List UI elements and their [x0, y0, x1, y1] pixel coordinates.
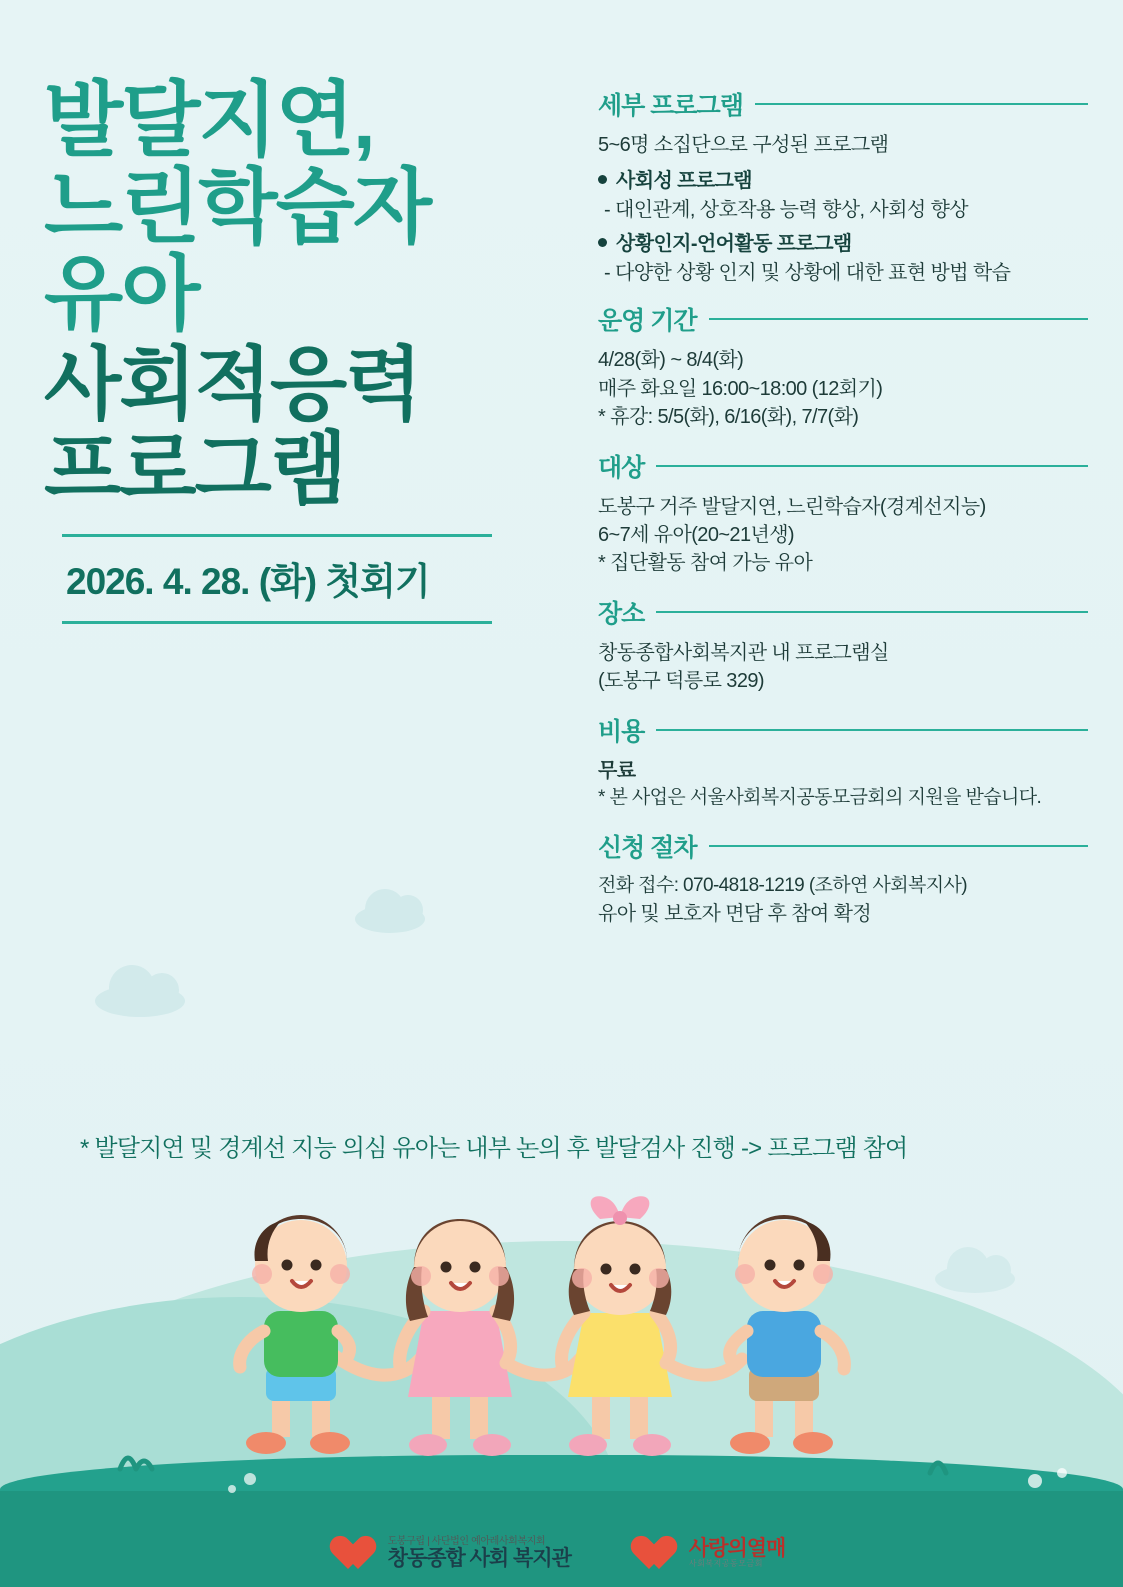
- section-header: [598, 712, 1088, 748]
- section-header: [598, 828, 1088, 864]
- title-line-5: 프로그램: [44, 424, 346, 514]
- title-line-3: 유아: [44, 248, 199, 340]
- child-3: [562, 1196, 672, 1456]
- logo-sub-line: 사회복지공동모금회: [688, 1559, 763, 1569]
- section-line: 도봉구 거주 발달지연, 느린학습자(경계선지능): [598, 495, 986, 518]
- start-date-text: 2026. 4. 28. (화) 첫회기: [66, 561, 430, 603]
- section-line: 창동종합사회복지관 내 프로그램실: [598, 641, 889, 664]
- title-line-1: 발달지연,: [44, 75, 374, 166]
- section-line: * 휴강: 5/5(화), 6/16(화), 7/7(화): [598, 406, 859, 429]
- section-line: 유아 및 보호자 면담 후 참여 확정: [598, 902, 872, 925]
- section-title: 세부 프로그램: [598, 92, 743, 120]
- section-header: [598, 448, 1088, 484]
- bullet-item: [598, 164, 1088, 193]
- bullet-item: [598, 227, 1088, 256]
- section-rule: [709, 845, 1088, 847]
- section-line: 전화 접수: 070-4818-1219 (조하연 사회복지사): [598, 874, 967, 896]
- section-cost: [598, 712, 1088, 812]
- section-title: 운영 기간: [598, 307, 697, 336]
- bullet-dot-icon: [598, 175, 607, 184]
- logo-main-line: 사랑의열매: [688, 1537, 786, 1561]
- section-line: 매주 화요일 16:00~18:00 (12회기): [598, 377, 883, 400]
- title-divider-top: [62, 534, 492, 537]
- section-line: * 본 사업은 서울사회복지공동모금회의 지원을 받습니다.: [598, 786, 1042, 808]
- section-title: 대상: [598, 453, 645, 482]
- logo-main-line: 창동종합 사회 복지관: [387, 1546, 571, 1570]
- section-title: 비용: [598, 717, 645, 746]
- section-rule: [656, 611, 1088, 613]
- section-rule: [755, 103, 1088, 105]
- footnote-text: * 발달지연 및 경계선 지능 의심 유아는 내부 논의 후 발달검사 진행 -> 프로그램 참여: [80, 1135, 908, 1162]
- logo-row: [0, 1533, 1123, 1573]
- bullet-label: 상황인지-언어활동 프로그램: [616, 233, 852, 256]
- bullet-label: 사회성 프로그램: [616, 170, 752, 193]
- child-2: [400, 1219, 514, 1456]
- bullet-sub: - 다양한 상황 인지 및 상황에 대한 표현 방법 학습: [604, 262, 1011, 285]
- title-divider-bottom: [62, 621, 492, 624]
- section-header: [598, 86, 1088, 122]
- section-location: [598, 594, 1088, 696]
- child-4: [730, 1215, 845, 1454]
- logo-community-chest: [639, 1533, 785, 1573]
- section-rule: [656, 729, 1088, 731]
- section-line: 무료: [598, 759, 636, 782]
- poster-title-block: [44, 75, 564, 624]
- bullet-sub: - 대인관계, 상호작용 능력 향상, 사회성 향상: [604, 199, 968, 222]
- children-illustration: [0, 1181, 1123, 1501]
- title-line-2: 느린학습자: [44, 161, 431, 253]
- logo-text-block: [689, 1537, 785, 1569]
- cloud-decoration-1: [355, 905, 425, 933]
- section-target: [598, 448, 1088, 578]
- logo-text-block: [388, 1536, 571, 1570]
- section-title: 장소: [598, 599, 645, 628]
- child-1: [240, 1215, 350, 1454]
- section-line: * 집단활동 참여 가능 유아: [598, 552, 813, 575]
- section-period: [598, 301, 1088, 431]
- section-header: [598, 301, 1088, 337]
- cloud-decoration-2: [95, 985, 185, 1017]
- logo-changdong-welfare-center: [338, 1533, 571, 1573]
- section-header: [598, 594, 1088, 630]
- info-column: [598, 86, 1088, 944]
- heart-icon: [338, 1533, 378, 1573]
- bullet-dot-icon: [598, 238, 607, 247]
- section-line: 6~7세 유아(20~21년생): [598, 523, 794, 546]
- heart-icon: [639, 1533, 679, 1573]
- title-line-4: 사회적응력: [44, 339, 421, 429]
- section-rule: [656, 465, 1088, 467]
- section-program-details: [598, 86, 1088, 285]
- section-title: 신청 절차: [598, 833, 697, 862]
- section-line: 4/28(화) ~ 8/4(화): [598, 349, 744, 372]
- section-application: [598, 828, 1088, 928]
- section-line: 5~6명 소집단으로 구성된 프로그램: [598, 134, 889, 156]
- section-rule: [709, 318, 1088, 320]
- section-line: (도봉구 덕릉로 329): [598, 670, 764, 693]
- logo-top-line: 도봉구립 | 사단법인 예아레사회복지회: [387, 1535, 546, 1547]
